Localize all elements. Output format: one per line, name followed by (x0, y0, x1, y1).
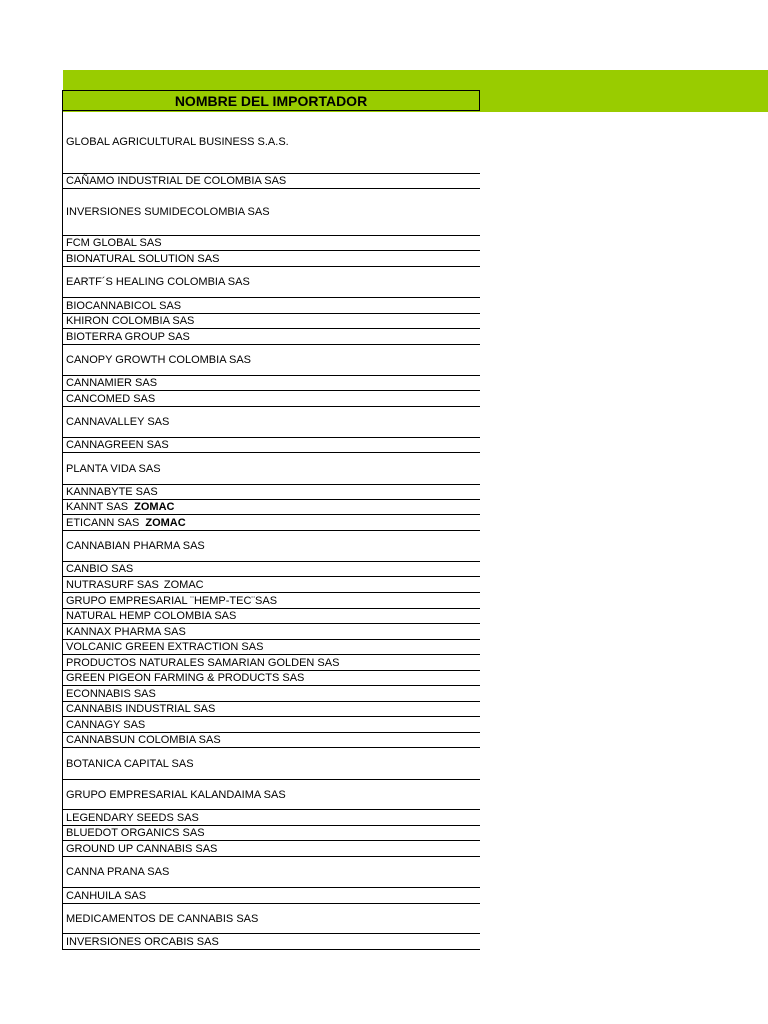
importer-name: KANNT SAS (66, 501, 129, 513)
importer-name: CANNAGY SAS (66, 718, 146, 731)
importer-name: BIOTERRA GROUP SAS (66, 330, 190, 343)
importer-name: MEDICAMENTOS DE CANNABIS SAS (66, 912, 259, 925)
importer-name: GRUPO EMPRESARIAL ¨HEMP-TEC¨SAS (66, 594, 278, 607)
table-row[interactable] (63, 453, 480, 485)
table-row[interactable] (63, 376, 480, 391)
table-row[interactable] (63, 562, 480, 577)
table-row[interactable] (63, 826, 480, 841)
table-row[interactable] (63, 531, 480, 562)
table-row[interactable] (63, 655, 480, 671)
table-row[interactable] (63, 717, 480, 733)
table-row[interactable] (63, 251, 480, 267)
table-row[interactable] (63, 624, 480, 640)
table-row[interactable] (63, 329, 480, 345)
table-row[interactable] (63, 904, 480, 934)
importer-name: EARTF´S HEALING COLOMBIA SAS (66, 276, 250, 288)
importer-name: PLANTA VIDA SAS (66, 462, 161, 475)
importer-name: CANHUILA SAS (66, 889, 147, 902)
importer-name: NUTRASURF SAS (66, 578, 159, 591)
table-row[interactable] (63, 236, 480, 251)
importer-table (62, 90, 480, 950)
table-row[interactable] (63, 780, 480, 810)
importer-name: ETICANN SAS (66, 516, 140, 529)
importer-name: GREEN PIGEON FARMING & PRODUCTS SAS (66, 672, 305, 684)
table-row[interactable] (63, 810, 480, 826)
importer-name: BOTANICA CAPITAL SAS (66, 757, 194, 770)
importer-name: CANNAGREEN SAS (66, 439, 169, 451)
importer-name: KANNAX PHARMA SAS (66, 625, 186, 638)
table-row[interactable] (63, 515, 480, 531)
table-row[interactable] (63, 577, 480, 593)
table-row[interactable] (63, 748, 480, 780)
table-row[interactable] (63, 298, 480, 314)
column-header: NOMBRE DEL IMPORTADOR (63, 90, 480, 111)
importer-name: FCM GLOBAL SAS (66, 237, 162, 249)
table-row[interactable] (63, 267, 480, 298)
importer-name: GLOBAL AGRICULTURAL BUSINESS S.A.S. (66, 136, 289, 148)
table-row[interactable] (63, 702, 480, 717)
zomac-tag: ZOMAC (145, 516, 186, 529)
importer-name: GRUPO EMPRESARIAL KALANDAIMA SAS (66, 788, 286, 801)
importer-name: CANNABIAN PHARMA SAS (66, 540, 205, 552)
table-row[interactable] (63, 934, 480, 950)
table-row[interactable] (63, 640, 480, 655)
importer-name: CAÑAMO INDUSTRIAL DE COLOMBIA SAS (66, 175, 287, 187)
table-row[interactable] (63, 593, 480, 609)
importer-name: VOLCANIC GREEN EXTRACTION SAS (66, 641, 264, 653)
importer-name: CANBIO SAS (66, 563, 134, 575)
zomac-tag: ZOMAC (134, 501, 175, 513)
importer-name: INVERSIONES SUMIDECOLOMBIA SAS (66, 206, 270, 218)
table-row[interactable] (63, 391, 480, 407)
importer-name: BIONATURAL SOLUTION SAS (66, 252, 220, 265)
table-row[interactable] (63, 857, 480, 888)
importer-name: ECONNABIS SAS (66, 687, 156, 700)
table-row[interactable] (63, 485, 480, 500)
table-row[interactable] (63, 500, 480, 515)
importer-name: INVERSIONES ORCABIS SAS (66, 935, 219, 948)
importer-name: CANNAVALLEY SAS (66, 416, 170, 428)
table-row[interactable] (63, 733, 480, 748)
importer-name: BLUEDOT ORGANICS SAS (66, 827, 205, 839)
importer-name: GROUND UP CANNABIS SAS (66, 842, 218, 855)
table-body (63, 111, 480, 950)
table-row[interactable] (63, 686, 480, 702)
table-row[interactable] (63, 671, 480, 686)
importer-name: BIOCANNABICOL SAS (66, 299, 182, 312)
table-row[interactable] (63, 314, 480, 329)
importer-name: KHIRON COLOMBIA SAS (66, 315, 195, 327)
importer-name: CANNABSUN COLOMBIA SAS (66, 734, 221, 746)
table-row[interactable] (63, 407, 480, 438)
table-row[interactable] (63, 438, 480, 453)
table-row[interactable] (63, 174, 480, 189)
table-row[interactable] (63, 111, 480, 174)
table-row[interactable] (63, 609, 480, 624)
importer-name: NATURAL HEMP COLOMBIA SAS (66, 610, 237, 622)
importer-name: PRODUCTOS NATURALES SAMARIAN GOLDEN SAS (66, 656, 340, 669)
table-row[interactable] (63, 189, 480, 236)
importer-name: CANNABIS INDUSTRIAL SAS (66, 703, 216, 715)
zomac-tag: ZOMAC (163, 578, 204, 591)
importer-name: CANNA PRANA SAS (66, 866, 170, 878)
importer-name: LEGENDARY SEEDS SAS (66, 811, 199, 824)
table-row[interactable] (63, 345, 480, 376)
importer-name: CANCOMED SAS (66, 392, 156, 405)
importer-name: CANNAMIER SAS (66, 377, 158, 389)
table-row[interactable] (63, 888, 480, 904)
importer-name: CANOPY GROWTH COLOMBIA SAS (66, 354, 251, 366)
table-row[interactable] (63, 841, 480, 857)
importer-name: KANNABYTE SAS (66, 486, 158, 498)
